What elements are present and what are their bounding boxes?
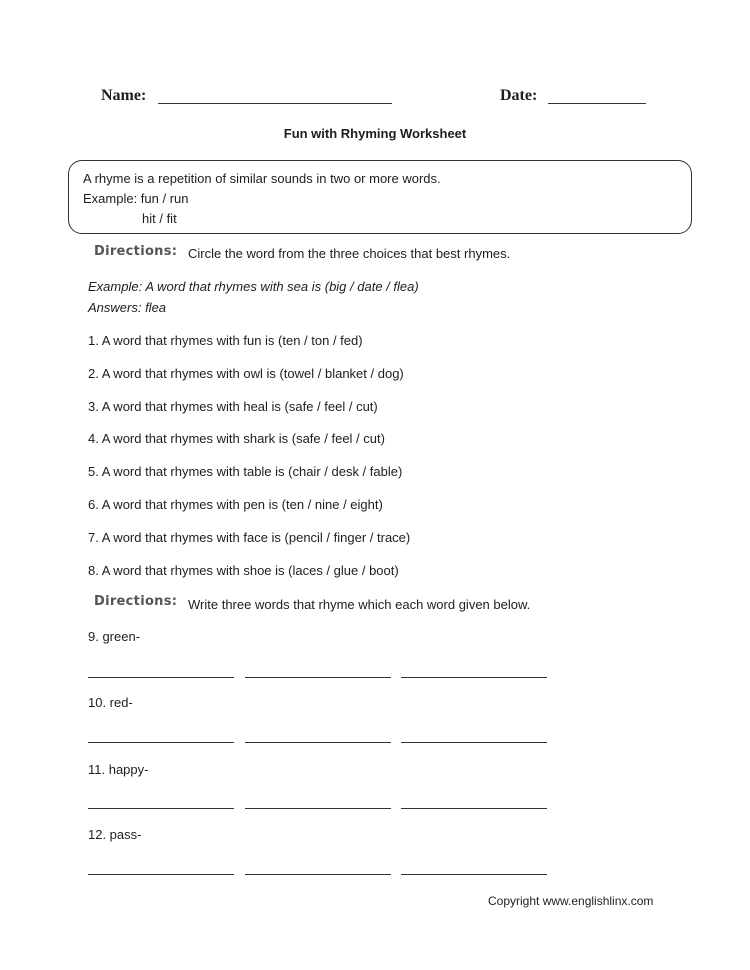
prompt-9: 9. green- bbox=[88, 629, 141, 644]
example-question: Example: A word that rhymes with sea is (big / date / flea) bbox=[88, 279, 419, 294]
answer-blank[interactable] bbox=[245, 676, 391, 678]
question-6: 6. A word that rhymes with pen is (ten / nine / eight) bbox=[88, 497, 383, 512]
date-label: Date: bbox=[500, 87, 538, 104]
directions-label-2: Directions: bbox=[94, 594, 178, 609]
answer-blank[interactable] bbox=[88, 676, 234, 678]
date-field[interactable] bbox=[548, 102, 646, 104]
question-3: 3. A word that rhymes with heal is (safe / feel / cut) bbox=[88, 399, 378, 414]
answer-blank[interactable] bbox=[88, 807, 234, 809]
question-8: 8. A word that rhymes with shoe is (laces / glue / boot) bbox=[88, 563, 399, 578]
answer-blank[interactable] bbox=[88, 741, 234, 743]
prompt-10: 10. red- bbox=[88, 695, 133, 710]
definition-example: Example: fun / run bbox=[83, 191, 189, 206]
answer-blank[interactable] bbox=[401, 807, 547, 809]
question-2: 2. A word that rhymes with owl is (towel / blanket / dog) bbox=[88, 366, 404, 381]
answer-blank[interactable] bbox=[245, 873, 391, 875]
question-5: 5. A word that rhymes with table is (chair / desk / fable) bbox=[88, 464, 403, 479]
definition-example-2: hit / fit bbox=[142, 211, 177, 226]
answer-blank[interactable] bbox=[88, 873, 234, 875]
question-1: 1. A word that rhymes with fun is (ten / ton / fed) bbox=[88, 333, 363, 348]
answer-blank[interactable] bbox=[245, 741, 391, 743]
name-label: Name: bbox=[101, 87, 147, 104]
name-field[interactable] bbox=[158, 102, 392, 104]
prompt-12: 12. pass- bbox=[88, 827, 142, 842]
copyright-text: Copyright www.englishlinx.com bbox=[488, 894, 654, 908]
directions-label: Directions: bbox=[94, 244, 178, 259]
answer-blank[interactable] bbox=[245, 807, 391, 809]
directions-text-2: Write three words that rhyme which each word given below. bbox=[188, 597, 531, 612]
worksheet-title: Fun with Rhyming Worksheet bbox=[283, 126, 467, 141]
question-4: 4. A word that rhymes with shark is (safe / feel / cut) bbox=[88, 431, 385, 446]
prompt-11: 11. happy- bbox=[88, 762, 149, 777]
question-7: 7. A word that rhymes with face is (pencil / finger / trace) bbox=[88, 530, 411, 545]
answer-blank[interactable] bbox=[401, 676, 547, 678]
answer-blank[interactable] bbox=[401, 873, 547, 875]
answer-blank[interactable] bbox=[401, 741, 547, 743]
example-answer: Answers: flea bbox=[88, 300, 167, 315]
directions-text: Circle the word from the three choices that best rhymes. bbox=[188, 246, 511, 261]
definition-text: A rhyme is a repetition of similar sounds in two or more words. bbox=[83, 171, 441, 186]
